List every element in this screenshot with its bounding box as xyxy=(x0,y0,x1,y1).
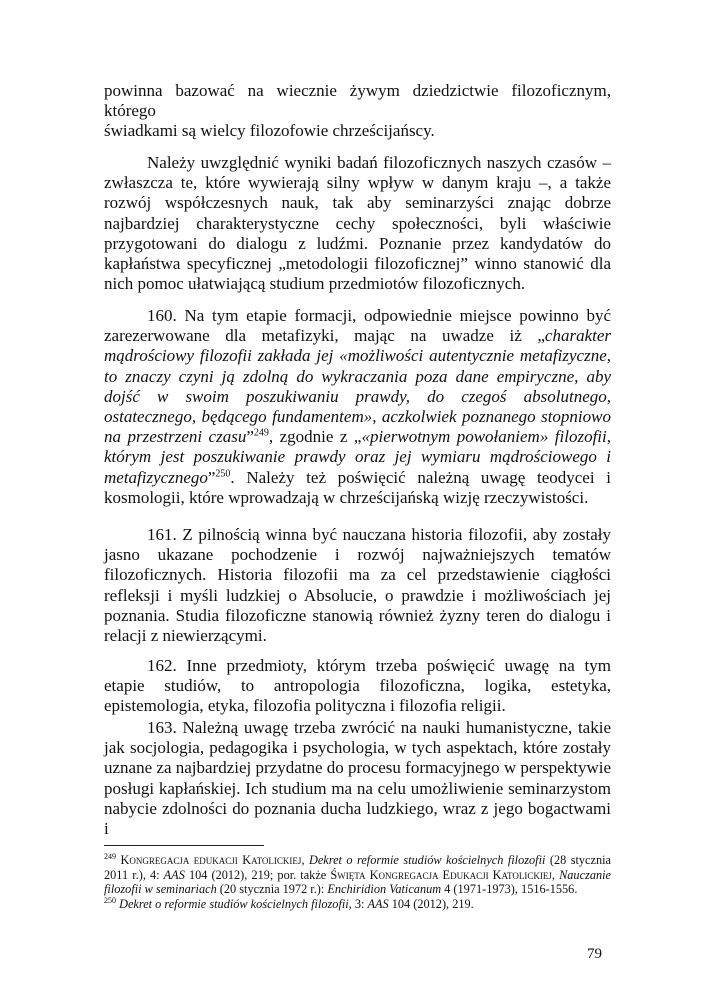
footnote-249-part-3: (20 stycznia 1972 r.): xyxy=(216,882,328,896)
footnote-250-aas: AAS xyxy=(367,896,389,911)
paragraph-163: 163. Należną uwagę trzeba zwrócić na nauki humanistyczne, takie jak socjologia, pedagogika i psychologia, w tych aspektach, które zostały uznane za najbardziej przydatne do procesu formacyjnego w perspektywie posługi kapłańskiej. Ich studium ma na celu umożliwienie seminarzystom nabycie zdolności do poznania ducha ludzkiego, wraz z jego bogactwami i xyxy=(104,718,611,839)
footnote-250-part-2: 104 (2012), 219. xyxy=(388,896,474,911)
opening-line-2: świadkami są wielcy filozofowie chrześcijańscy. xyxy=(104,121,435,141)
paragraph-162: 162. Inne przedmioty, którym trzeba poświęcić uwagę na tym etapie studiów, to antropologia filozoficzna, logika, estetyka, epistemologia, etyka, filozofia polityczna i filozofia religii. xyxy=(104,656,611,716)
paragraph-contemporary-research: Należy uwzględnić wyniki badań filozoficznych naszych czasów – zwłaszcza te, które wywierają silny wpływ w danym kraju –, a także rozwój współczesnych nauk, tak aby seminarzyści znając dobrze najbardziej charakterystyczne cechy społeczności, byli właściwie przygotowani do dialogu z ludźmi. Poznanie przez kandydatów do kapłaństwa specyficznej „metodologii filozoficznej” winno stanowić dla nich pomoc ułatwiającą studium przedmiotów filozoficznych. xyxy=(104,153,611,294)
opening-line-1: powinna bazować na wiecznie żywym dziedzictwie filozoficznym, którego xyxy=(104,81,611,121)
footnote-ref-249: 249 xyxy=(253,427,269,439)
footnote-249-number: 249 xyxy=(104,851,116,861)
paragraph-160-mid: , zgodnie z „ xyxy=(268,427,362,447)
paragraph-160 xyxy=(104,306,611,508)
footnote-249-separator-1: , xyxy=(301,853,309,867)
paragraph-160-quote-1: charakter mądrościowy filozofii zakłada jej «możliwości autentycznie metafizyczne, to znaczy czyni ją zdolną do wykraczania poza dane empiryczne, aby dojść w swoim poszukiwaniu prawdy, do czegoś absolutnego, ostatecznego, będącego fundamentem», aczkolwiek poznanego stopniowo na przestrzeni czasu xyxy=(104,326,611,447)
footnote-249-author-2: Święta Kongregacja Edukacji Katolickiej xyxy=(330,867,552,882)
paragraph-160-lead: 160. Na tym etapie formacji, odpowiednie miejsce powinno być zarezerwowane dla metafizyki, mając na uwadze iż „ xyxy=(104,306,611,346)
footnote-249-title-1: Dekret o reformie studiów kościelnych filozofii xyxy=(308,853,546,867)
footnote-249-separator-2: , xyxy=(551,867,560,882)
footnote-249-author-1: Kongregacja edukacji Katolickiej xyxy=(120,853,302,867)
opening-paragraph xyxy=(104,81,611,142)
footnote-ref-250: 250 xyxy=(215,467,231,479)
footnote-249-part-1: (28 stycznia 2011 r.), 4: xyxy=(104,853,611,882)
page-number: 79 xyxy=(587,946,602,962)
paragraph-160-tail: . Należy też poświęcić należną uwagę teodycei i kosmologii, które wprowadzają w chrześcijańską wizję rzeczywistości. xyxy=(104,467,611,507)
paragraph-160-quote-2: «pierwotnym powołaniem» filozofii, którym jest poszukiwanie prawdy oraz jej wymiaru mądrościowego i metafizycznego xyxy=(104,427,611,487)
footnote-divider xyxy=(104,845,264,846)
footnote-250 xyxy=(104,897,611,912)
footnotes xyxy=(104,853,611,911)
paragraph-160-close-2: ” xyxy=(207,467,216,487)
footnote-249-title-2: Nauczanie filozofii w seminariach xyxy=(104,867,611,896)
paragraph-160-close-1: ” xyxy=(246,427,254,447)
footnote-250-number: 250 xyxy=(104,895,116,905)
footnote-250-title: Dekret o reformie studiów kościelnych filozofii xyxy=(119,896,349,911)
footnote-249-part-4: 4 (1971-1973), 1516-1556. xyxy=(441,882,578,896)
footnote-249-part-2: 104 (2012), 219; por. także xyxy=(184,867,331,882)
paragraph-161: 161. Z pilnością winna być nauczana historia filozofii, aby zostały jasno ukazane pochodzenie i rozwój najważniejszych tematów filozoficznych. Historia filozofii ma za cel przedstawienie ciągłości refleksji i myśli ludzkiej o Absolucie, o prawdzie i możliwościach jej poznania. Studia filozoficzne stanowią również żyzny teren do dialogu i relacji z niewierzącymi. xyxy=(104,525,611,646)
footnote-249-title-3: Enchiridion Vaticanum xyxy=(327,882,442,896)
footnote-249-aas: AAS xyxy=(163,867,185,882)
footnote-250-part-1: , 3: xyxy=(348,896,368,911)
footnote-249 xyxy=(104,853,611,897)
